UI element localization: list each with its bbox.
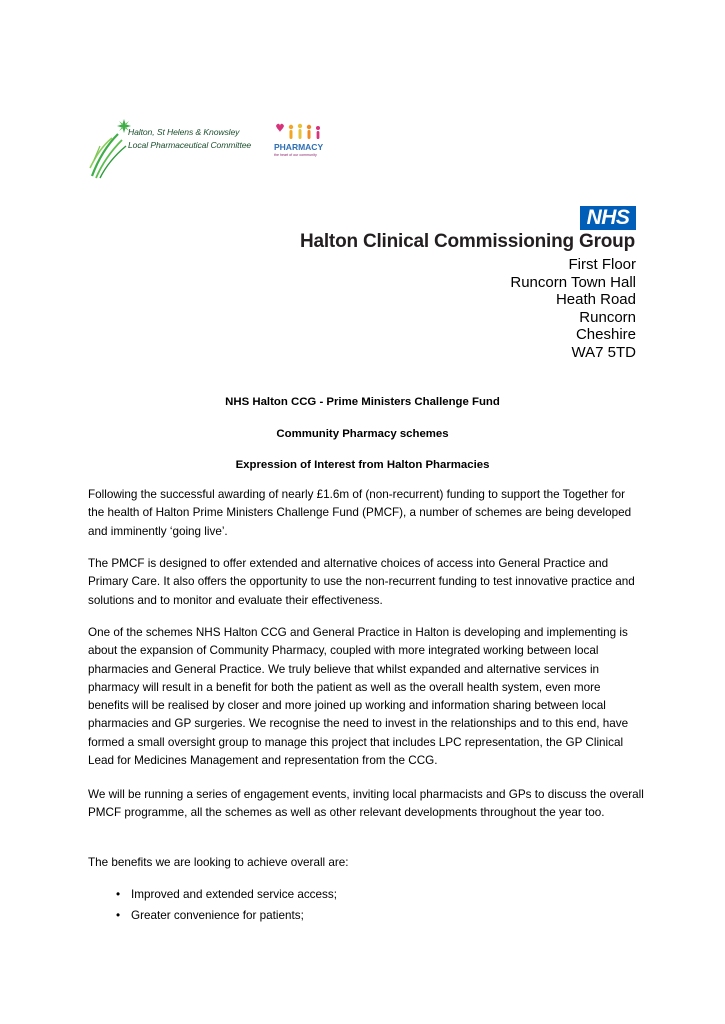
pharmacy-wordmark: PHARMACY: [274, 142, 324, 152]
ccg-name: Halton Clinical Commissioning Group: [299, 231, 635, 252]
lpc-name-line1: Halton, St Helens & Knowsley: [128, 127, 240, 137]
list-item: [88, 905, 628, 926]
lpc-name: [128, 126, 251, 152]
benefits-list: [88, 884, 628, 926]
paragraph: One of the schemes NHS Halton CCG and General Practice in Halton is developing and implementing is about the expansion of Community Pharmacy, coupled with more integrated working between local pharmacies and General Practice. We truly believe that whilst expanded and alternative services in pharmacy will result in a benefit for both the patient as well as the overall health system, even more benefits will be realised by closer and more joined up working and information sharing between local pharmacies and GP surgeries. We recognise the need to invest in the relationships and to this end, have formed a small oversight group to manage this project that includes LPC representation, the GP Clinical Lead for Medicines Management and representation from the CCG.: [88, 626, 629, 768]
paragraph: We will be running a series of engagement events, inviting local pharmacists and GPs to discuss the overall PMCF programme, all the schemes as well as other relevant developments throughout the year too.: [88, 788, 644, 820]
address-line: Cheshire: [575, 326, 636, 344]
lpc-leaf-icon: [88, 116, 132, 180]
address-line: Heath Road: [555, 291, 636, 309]
nhs-logo: NHS: [580, 206, 636, 230]
pharmacy-logo: [274, 120, 326, 164]
address-block: [510, 256, 636, 362]
paragraph: The PMCF is designed to offer extended and alternative choices of access into General Practice and Primary Care. It also offers the opportunity to use the non-recurrent funding to test innovative practice and solutions and to monitor and evaluate their effectiveness.: [88, 557, 635, 607]
document-title: NHS Halton CCG - Prime Ministers Challenge Fund: [225, 396, 500, 408]
lpc-logo: [88, 116, 338, 180]
list-item-text: Greater convenience for patients;: [131, 909, 304, 922]
bullet-icon: •: [116, 888, 121, 901]
pharmacy-tagline: the heart of our community: [274, 153, 317, 157]
list-item-text: Improved and extended service access;: [131, 888, 337, 901]
document-subtitle-2: Expression of Interest from Halton Pharmacies: [235, 459, 490, 471]
bullet-icon: •: [116, 909, 121, 922]
list-item: [88, 884, 628, 905]
address-line: First Floor: [568, 256, 636, 273]
people-icon: [274, 120, 326, 142]
address-line: WA7 5TD: [571, 343, 636, 361]
paragraph: The benefits we are looking to achieve overall are:: [88, 856, 349, 869]
document-subtitle: Community Pharmacy schemes: [276, 428, 449, 440]
address-line: Runcorn: [579, 308, 636, 326]
paragraph: Following the successful awarding of nearly £1.6m of (non-recurrent) funding to support the Together for the health of Halton Prime Ministers Challenge Fund (PMCF), a number of schemes are being developed and imminently ‘going live’.: [88, 488, 632, 538]
lpc-name-line2: Local Pharmaceutical Committee: [128, 140, 252, 150]
address-line: Runcorn Town Hall: [510, 273, 636, 291]
